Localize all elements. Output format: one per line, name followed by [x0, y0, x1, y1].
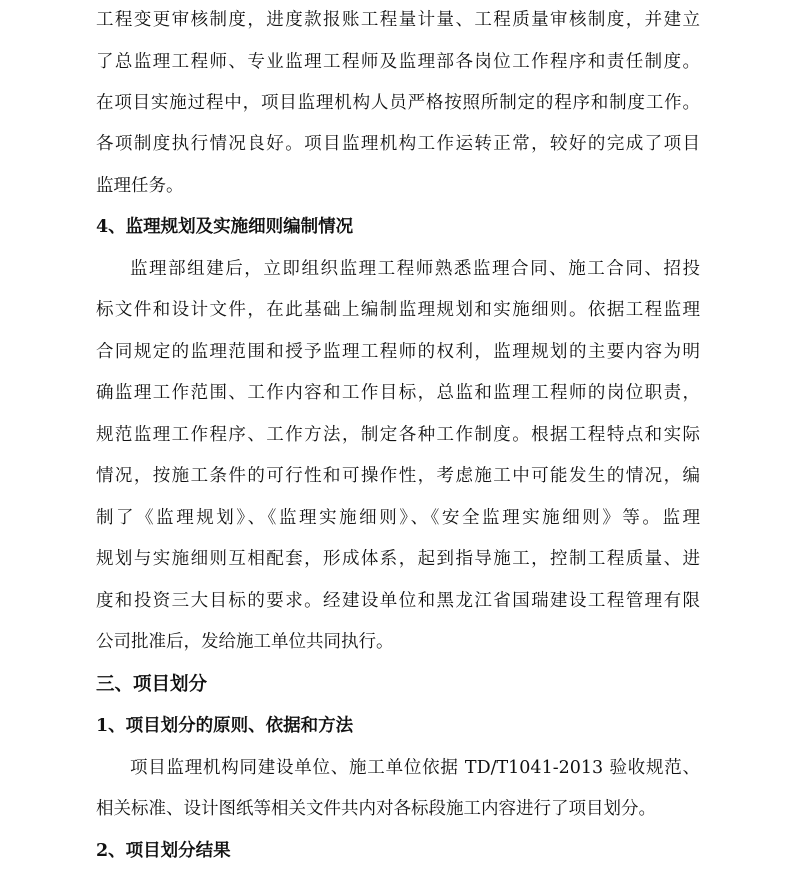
paragraph-line: 情况，按施工条件的可行性和可操作性，考虑施工中可能发生的情况，编: [96, 466, 700, 486]
paragraph-line: 在项目实施过程中，项目监理机构人员严格按照所制定的程序和制度工作。: [96, 93, 700, 113]
paragraph-line: 监理部组建后，立即组织监理工程师熟悉监理合同、施工合同、招投: [130, 259, 700, 279]
section-heading: 1、项目划分的原则、依据和方法: [96, 716, 354, 736]
paragraph-line: 标文件和设计文件，在此基础上编制监理规划和实施细则。依据工程监理: [96, 300, 700, 320]
paragraph-line: 度和投资三大目标的要求。经建设单位和黑龙江省国瑞建设工程管理有限: [96, 591, 700, 611]
chapter-heading: 三、项目划分: [96, 674, 208, 695]
paragraph-line: 项目监理机构同建设单位、施工单位依据 TD/T1041-2013 验收规范、: [130, 758, 700, 778]
paragraph-line: 监理任务。: [96, 176, 184, 196]
paragraph-line: 规范监理工作程序、工作方法，制定各种工作制度。根据工程特点和实际: [96, 425, 700, 445]
paragraph-line: 确监理工作范围、工作内容和工作目标，总监和监理工程师的岗位职责，: [96, 383, 700, 403]
paragraph-line: 合同规定的监理范围和授予监理工程师的权利，监理规划的主要内容为明: [96, 342, 700, 362]
paragraph-line: 规划与实施细则互相配套，形成体系，起到指导施工，控制工程质量、进: [96, 549, 700, 569]
paragraph-line: 工程变更审核制度，进度款报账工程量计量、工程质量审核制度，并建立: [96, 10, 700, 30]
paragraph-line: 了总监理工程师、专业监理工程师及监理部各岗位工作程序和责任制度。: [96, 52, 700, 72]
paragraph-line: 制了《监理规划》、《监理实施细则》、《安全监理实施细则》等。监理: [96, 508, 700, 528]
paragraph-line: 相关标准、设计图纸等相关文件共内对各标段施工内容进行了项目划分。: [96, 799, 656, 819]
paragraph-line: 公司批准后，发给施工单位共同执行。: [96, 632, 394, 652]
section-heading: 4、监理规划及实施细则编制情况: [96, 217, 354, 237]
paragraph-line: 各项制度执行情况良好。项目监理机构工作运转正常，较好的完成了项目: [96, 134, 700, 154]
section-heading: 2、项目划分结果: [96, 841, 231, 861]
